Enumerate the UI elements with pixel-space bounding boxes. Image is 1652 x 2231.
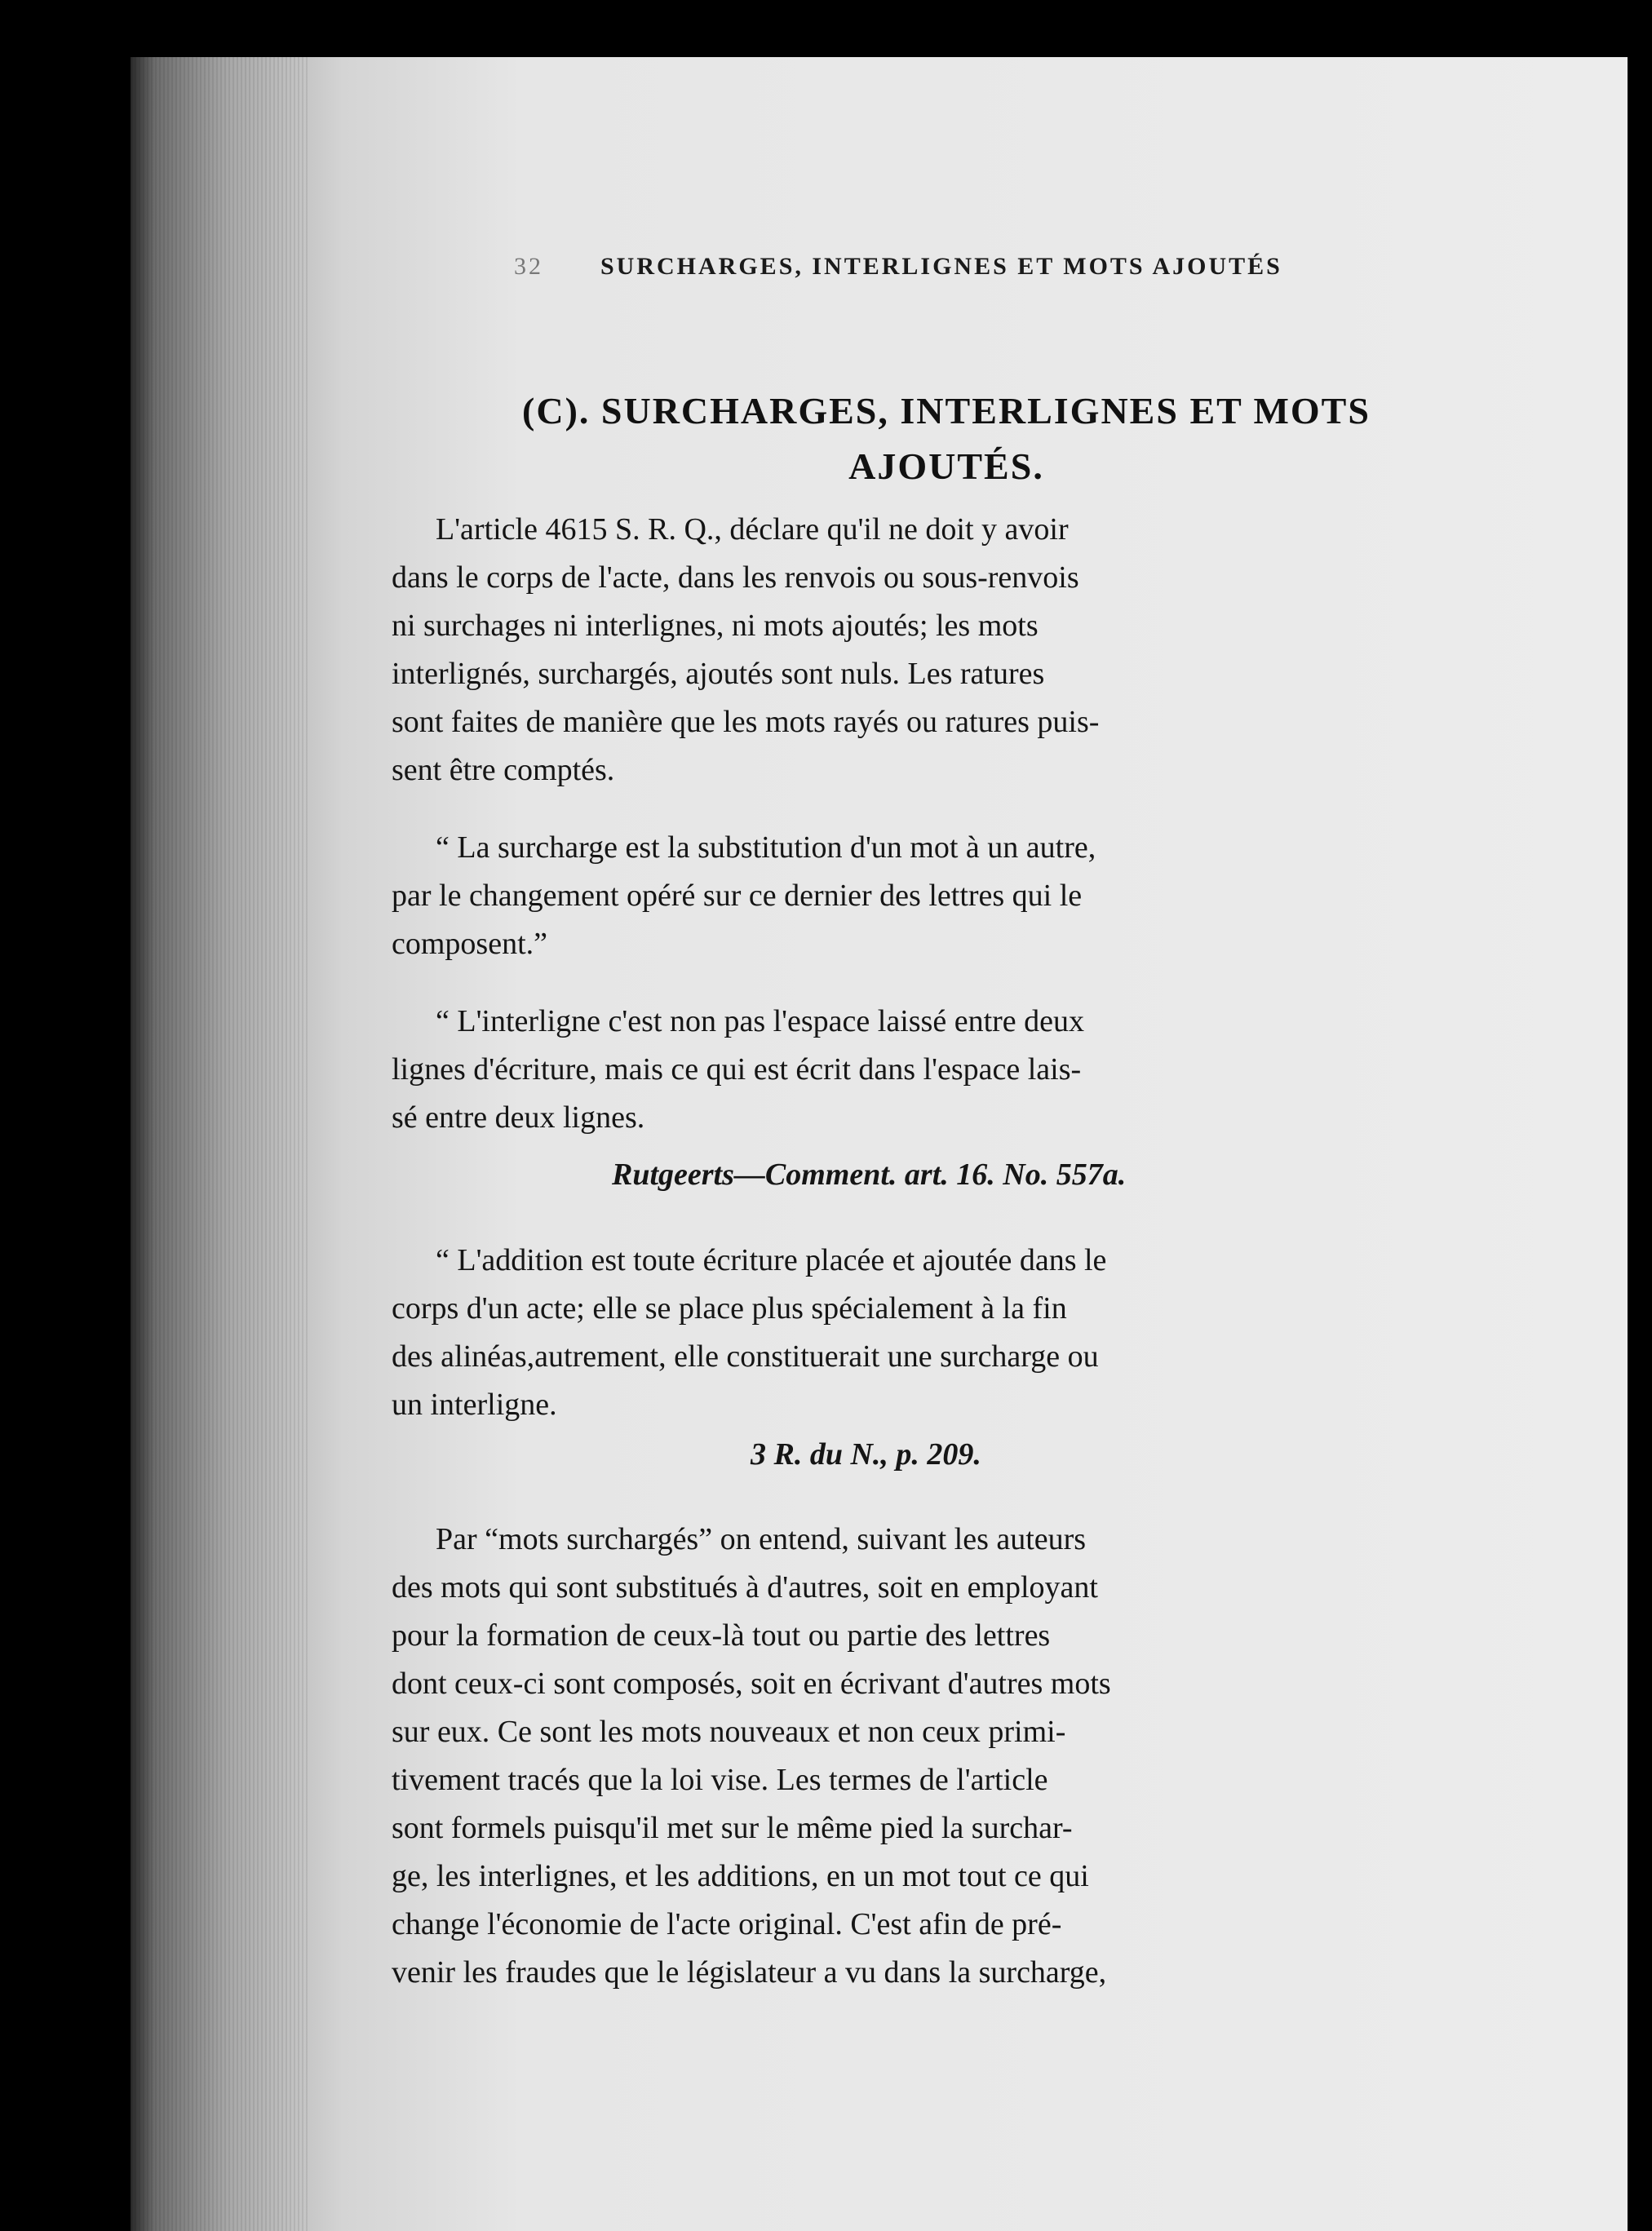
text-line: des alinéas,autrement, elle constituerait une surcharge ou xyxy=(392,1339,1099,1374)
text-line: “ L'interligne c'est non pas l'espace laissé entre deux xyxy=(436,1004,1085,1038)
text-line: lignes d'écriture, mais ce qui est écrit dans l'espace lais- xyxy=(392,1052,1082,1087)
text-line: change l'économie de l'acte original. C'est afin de pré- xyxy=(392,1907,1062,1941)
paragraph-addition-definition xyxy=(392,1237,1468,1429)
text-line: sent être comptés. xyxy=(392,753,615,787)
text-line: interlignés, surchargés, ajoutés sont nuls. Les ratures xyxy=(392,657,1045,691)
text-line: dont ceux-ci sont composés, soit en écrivant d'autres mots xyxy=(392,1667,1111,1701)
text-line: composent.” xyxy=(392,927,548,961)
page-number: 32 xyxy=(514,253,543,280)
text-line: sur eux. Ce sont les mots nouveaux et non ceux primi- xyxy=(392,1715,1066,1749)
text-line: un interligne. xyxy=(392,1388,557,1422)
citation-revue-notariat: 3 R. du N., p. 209. xyxy=(751,1437,981,1472)
text-line: par le changement opéré sur ce dernier des lettres qui le xyxy=(392,879,1083,913)
text-line: corps d'un acte; elle se place plus spécialement à la fin xyxy=(392,1291,1067,1326)
paragraph-article-4615 xyxy=(392,506,1468,795)
running-head xyxy=(514,253,1526,281)
text-line: Par “mots surchargés” on entend, suivant les auteurs xyxy=(436,1522,1087,1556)
text-line: sont formels puisqu'il met sur le même pied la surchar- xyxy=(392,1811,1073,1845)
text-line: pour la formation de ceux-là tout ou partie des lettres xyxy=(392,1618,1051,1653)
text-line: “ La surcharge est la substitution d'un mot à un autre, xyxy=(436,830,1096,865)
body-text xyxy=(392,506,1468,1997)
paragraph-interligne-definition xyxy=(392,998,1468,1142)
paragraph-mots-surcharges xyxy=(392,1516,1468,1997)
section-title-line-1: (C). SURCHARGES, INTERLIGNES ET MOTS xyxy=(522,390,1371,432)
text-line: ge, les interlignes, et les additions, en un mot tout ce qui xyxy=(392,1859,1089,1893)
citation-rutgeerts: Rutgeerts—Comment. art. 16. No. 557a. xyxy=(612,1158,1127,1192)
text-line: tivement tracés que la loi vise. Les termes de l'article xyxy=(392,1763,1048,1797)
text-line: sont faites de manière que les mots rayés ou ratures puis- xyxy=(392,705,1100,739)
running-head-title: SURCHARGES, INTERLIGNES ET MOTS AJOUTÉS xyxy=(600,253,1282,280)
text-line: ni surchages ni interlignes, ni mots ajoutés; les mots xyxy=(392,609,1039,643)
section-title-line-2: AJOUTÉS. xyxy=(848,445,1044,487)
page-gutter-shadow xyxy=(131,57,310,2231)
text-line: L'article 4615 S. R. Q., déclare qu'il ne doit y avoir xyxy=(436,512,1069,547)
text-line: sé entre deux lignes. xyxy=(392,1100,645,1135)
section-title xyxy=(375,383,1517,494)
text-line: dans le corps de l'acte, dans les renvois ou sous-renvois xyxy=(392,560,1079,595)
text-line: “ L'addition est toute écriture placée et ajoutée dans le xyxy=(436,1243,1107,1277)
paragraph-surcharge-definition xyxy=(392,824,1468,968)
text-line: venir les fraudes que le législateur a vu dans la surcharge, xyxy=(392,1955,1107,1990)
text-line: des mots qui sont substitués à d'autres, soit en employant xyxy=(392,1570,1098,1605)
